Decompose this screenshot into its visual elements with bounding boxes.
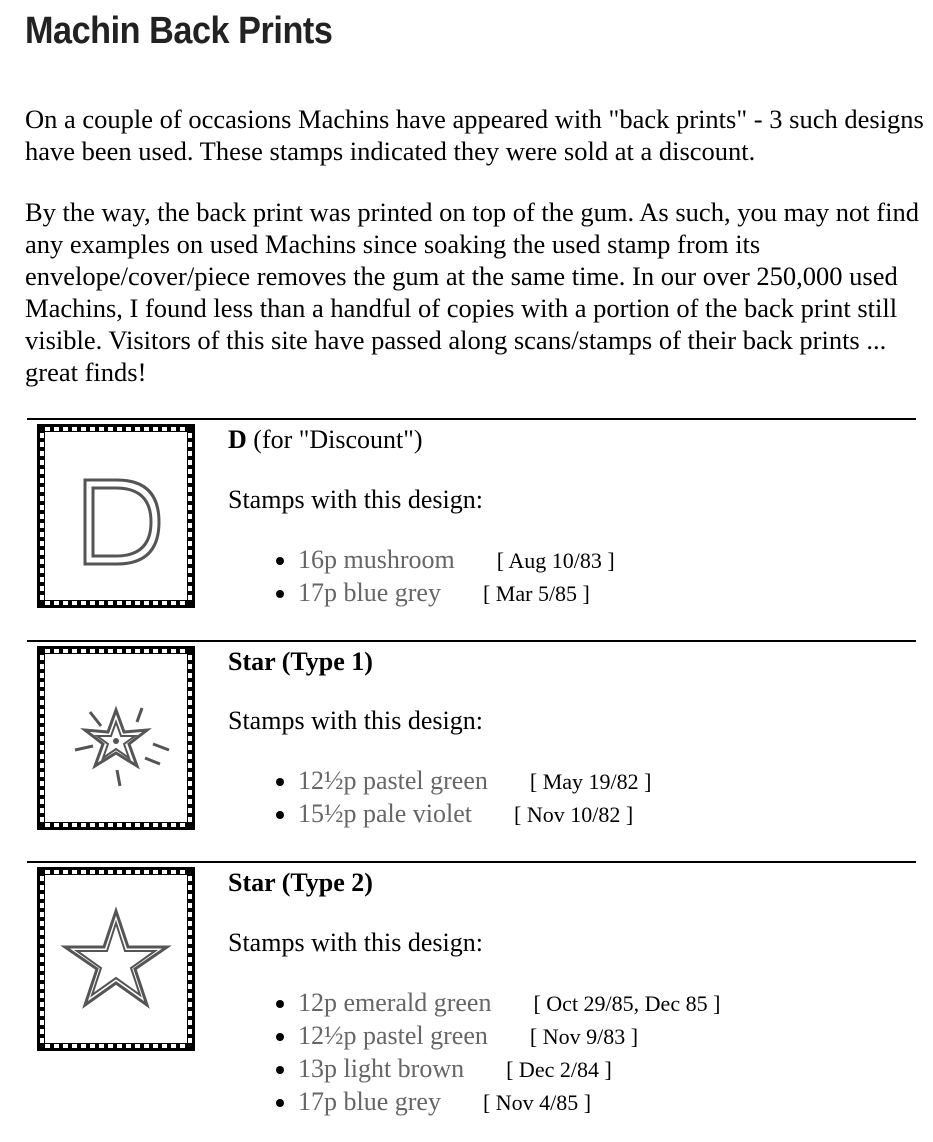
intro-paragraph: On a couple of occasions Machins have appeared with "back prints" - 3 such designs have been used. These stamps indicated they were sold at a discount.	[25, 104, 924, 166]
date-text: [ Mar 5/85 ]	[482, 581, 590, 606]
burst-star-icon	[45, 654, 187, 822]
page-title: Machin Back Prints	[25, 10, 333, 52]
section-divider	[27, 640, 916, 642]
stamp-list	[228, 765, 651, 831]
stamp-link[interactable]: 12p emerald green	[298, 988, 492, 1017]
design-subheading: Stamps with this design:	[228, 485, 483, 514]
gum-note-paragraph: By the way, the back print was printed on top of the gum. As such, you may not find any examples on used Machins since soaking the used stamp from its envelope/cover/piece removes the gum at the same time. In our over 250,000 used Machins, I found less than a handful of copies with a portion of the back print still visible. Visitors of this site have passed along scans/stamps of their back prints ... great finds!	[25, 197, 919, 387]
design-name: D (for "Discount")	[228, 425, 423, 454]
list-item	[298, 1020, 720, 1053]
stamp-link[interactable]: 17p blue grey	[298, 578, 441, 607]
date-text: [ May 19/82 ]	[529, 769, 652, 794]
stamp-image-d[interactable]	[37, 424, 195, 608]
design-name: Star (Type 2)	[228, 868, 373, 897]
list-item	[298, 798, 651, 831]
stamp-list	[228, 987, 720, 1119]
stamp-list	[228, 544, 615, 610]
list-item	[298, 577, 615, 610]
stamp-link[interactable]: 17p blue grey	[298, 1087, 441, 1116]
letter-d-icon	[45, 432, 187, 600]
date-text: [ Nov 10/82 ]	[514, 802, 634, 827]
stamp-image-star-type-1[interactable]	[37, 646, 195, 830]
list-item	[298, 765, 651, 798]
design-name: Star (Type 1)	[228, 647, 373, 676]
stamp-link[interactable]: 15½p pale violet	[298, 799, 473, 828]
section-divider	[27, 861, 916, 863]
outline-star-icon	[45, 875, 187, 1043]
stamp-link[interactable]: 16p mushroom	[298, 545, 455, 574]
stamp-link[interactable]: 13p light brown	[298, 1054, 465, 1083]
date-text: [ Nov 9/83 ]	[529, 1024, 639, 1049]
list-item	[298, 987, 720, 1020]
date-text: [ Oct 29/85, Dec 85 ]	[533, 991, 721, 1016]
stamp-link[interactable]: 12½p pastel green	[298, 1021, 488, 1050]
date-text: [ Dec 2/84 ]	[506, 1057, 612, 1082]
list-item	[298, 544, 615, 577]
stamp-image-star-type-2[interactable]	[37, 867, 195, 1051]
date-text: [ Nov 4/85 ]	[482, 1090, 592, 1115]
list-item	[298, 1053, 720, 1086]
design-subheading: Stamps with this design:	[228, 928, 483, 957]
design-subheading: Stamps with this design:	[228, 706, 483, 735]
date-text: [ Aug 10/83 ]	[496, 548, 615, 573]
list-item	[298, 1086, 720, 1119]
stamp-link[interactable]: 12½p pastel green	[298, 766, 488, 795]
section-divider	[27, 418, 916, 420]
